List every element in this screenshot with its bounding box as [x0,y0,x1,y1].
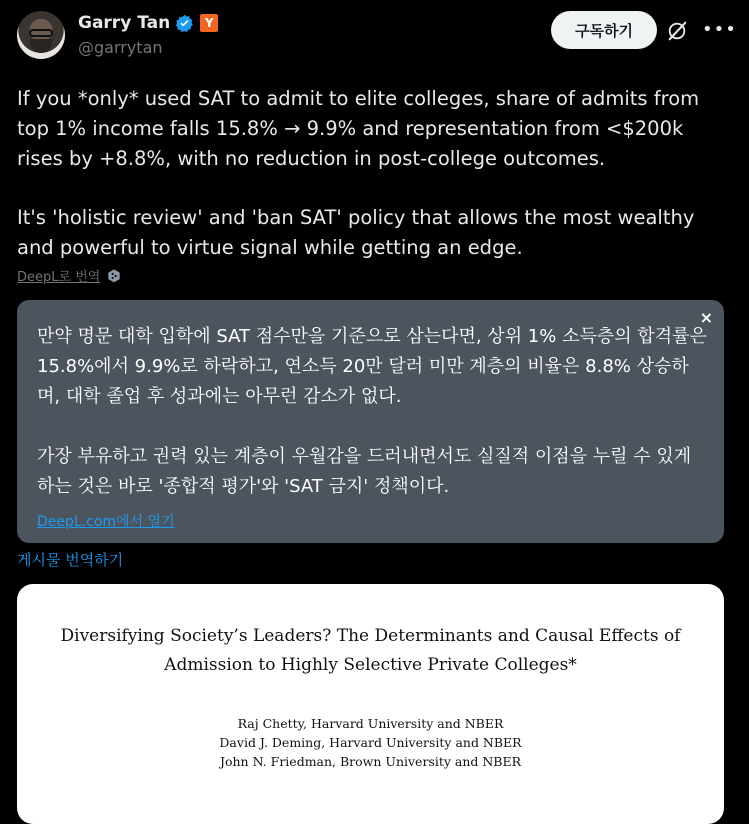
author-name-row [78,12,218,34]
more-icon[interactable]: ••• [702,19,737,40]
paper-author: Raj Chetty, Harvard University and NBER [237,716,504,731]
author-handle[interactable]: @garrytan [78,38,163,57]
tweet-paragraph-1: If you *only* used SAT to admit to elite colleges, share of admits from top 1% income falls 15.8% → 9.9% and representation from <$200k rises by +8.8%, with no reduction in post-college outcomes. [17,87,700,170]
subscribe-button[interactable]: 구독하기 [551,11,657,49]
avatar-glasses [29,29,53,37]
avatar-beard [30,39,52,53]
paper-title [17,622,724,680]
translated-by-text[interactable]: DeepL로 번역 [17,270,101,285]
tweet-header [0,0,749,70]
paper-author: John N. Friedman, Brown University and NBER [219,754,522,769]
translate-post-link[interactable]: 게시물 번역하기 [17,551,124,569]
close-icon[interactable]: × [699,308,713,327]
yc-badge-icon: Y [200,14,218,32]
grok-icon[interactable] [666,20,688,42]
paper-author: David J. Deming, Harvard University and NBER [219,735,522,750]
translation-paragraph-1: 만약 명문 대학 입학에 SAT 점수만을 기준으로 삼는다면, 상위 1% 소득층의 합격률은 15.8%에서 9.9%로 하락하고, 연소득 20만 달러 미만 계층의 비율은 8.8% 상승하며, 대학 졸업 후 성과에는 아무런 감소가 없다. [37,326,707,407]
tweet-text [17,84,722,263]
tweet-paragraph-2: It's 'holistic review' and 'ban SAT' policy that allows the most wealthy and powerful to virtue signal while getting an edge. [17,206,695,259]
author-name[interactable]: Garry Tan [78,13,171,33]
attached-image-paper[interactable] [17,584,724,824]
paper-title-line-2: Admission to Highly Selective Private Colleges* [164,655,577,675]
open-deepl-link[interactable]: DeepL.com에서 열기 [37,514,175,530]
verified-badge-icon [175,14,194,33]
paper-title-line-1: Diversifying Society’s Leaders? The Determinants and Causal Effects of [60,626,681,646]
deepl-translated-label[interactable] [17,266,122,285]
translation-box [17,300,724,543]
translation-paragraph-2: 가장 부유하고 권력 있는 계층이 우월감을 드러내면서도 실질적 이점을 누릴 수 있게 하는 것은 바로 '종합적 평가'와 'SAT 금지' 정책이다. [37,446,692,497]
paper-authors [17,714,724,771]
deepl-logo-icon [106,268,122,284]
translation-text [37,322,707,502]
avatar[interactable] [17,11,65,59]
